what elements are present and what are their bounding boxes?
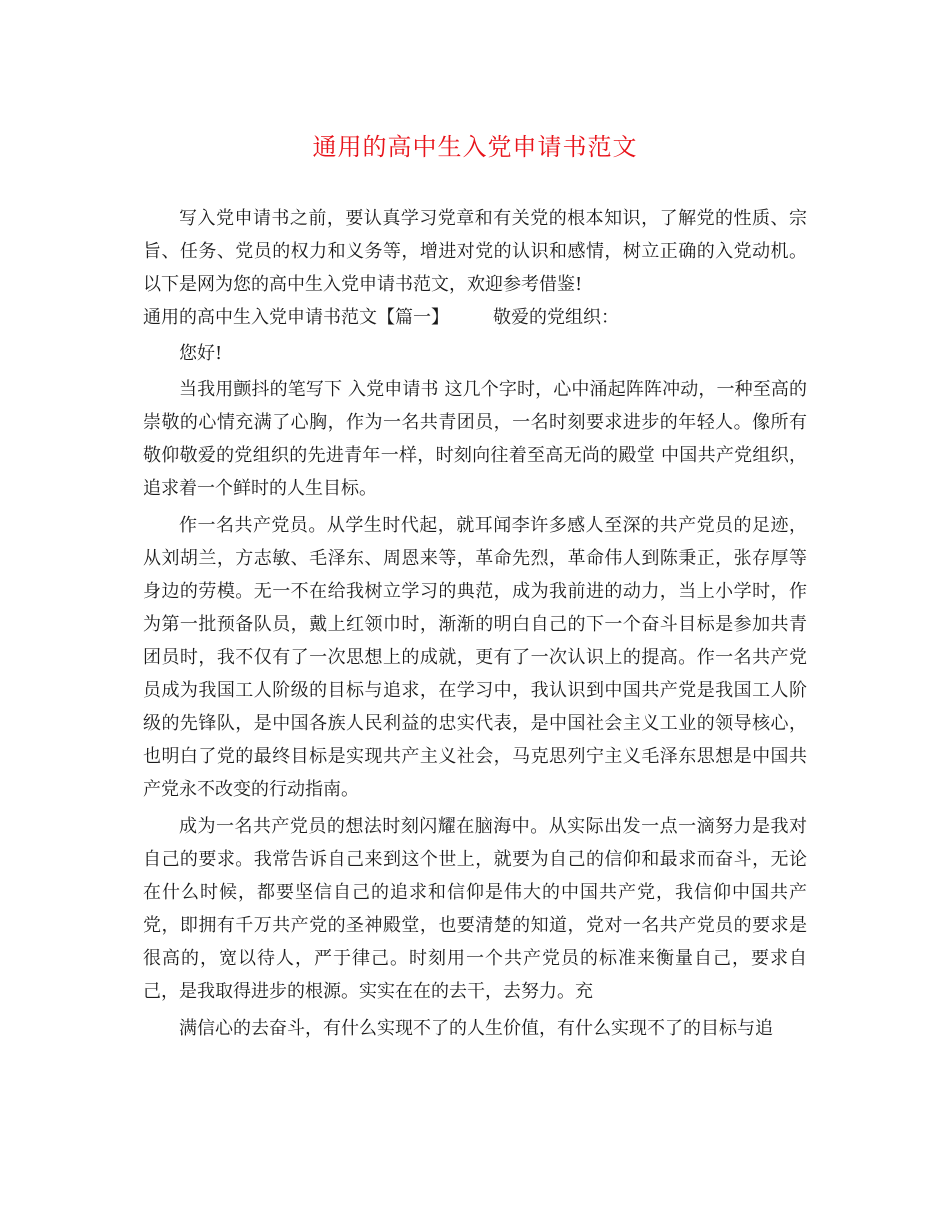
greeting: 您好!	[179, 343, 223, 364]
intro-paragraph: 写入党申请书之前，要认真学习党章和有关党的根本知识，了解党的性质、宗旨、任务、党员的权力和义务等，增进对党的认识和感情，树立正确的入党动机。以下是网为您的高中生入党申请书范文，欢迎参考借鉴!	[143, 208, 807, 295]
section-heading-line	[143, 301, 807, 334]
body-paragraph: 满信心的去奋斗，有什么实现不了的人生价值，有什么实现不了的目标与追	[179, 1018, 773, 1039]
document-body	[143, 202, 807, 1045]
document-title: 通用的高中生入党申请书范文	[312, 133, 638, 161]
body-paragraph: 当我用颤抖的笔写下 入党申请书 这几个字时，心中涌起阵阵冲动，一种至高的崇敬的心情充满了心胸，作为一名共青团员，一名时刻要求进步的年轻人。像所有敬仰敬爱的党组织的先进青年一样，时刻向往着至高无尚的殿堂 中国共产党组织，追求着一个鲜时的人生目标。	[143, 379, 807, 499]
body-paragraph: 成为一名共产党员的想法时刻闪耀在脑海中。从实际出发一点一滴努力是我对自己的要求。我常告诉自己来到这个世上，就要为自己的信仰和最求而奋斗，无论在什么时候，都要坚信自己的追求和信仰是伟大的中国共产党，我信仰中国共产党，即拥有千万共产党的圣神殿堂，也要清楚的知道，党对一名共产党员的要求是很高的，宽以待人，严于律己。时刻用一个共产党员的标准来衡量自己，要求自己，是我取得进步的根源。实实在在的去干，去努力。充	[143, 816, 807, 1002]
section-heading: 通用的高中生入党申请书范文【篇一】	[143, 307, 449, 328]
salutation: 敬爱的党组织：	[493, 307, 619, 328]
body-paragraph: 作一名共产党员。从学生时代起，就耳闻李许多感人至深的共产党员的足迹，从刘胡兰，方志敏、毛泽东、周恩来等，革命先烈，革命伟人到陈秉正，张存厚等身边的劳模。无一不在给我树立学习的典范，成为我前进的动力，当上小学时，作为第一批预备队员，戴上红领巾时，渐渐的明白自己的下一个奋斗目标是参加共青团员时，我不仅有了一次思想上的成就，更有了一次认识上的提高。作一名共产党员成为我国工人阶级的目标与追求，在学习中，我认识到中国共产党是我国工人阶级的先锋队，是中国各族人民利益的忠实代表，是中国社会主义工业的领导核心，也明白了党的最终目标是实现共产主义社会，马克思列宁主义毛泽东思想是中国共产党永不改变的行动指南。	[143, 515, 807, 800]
